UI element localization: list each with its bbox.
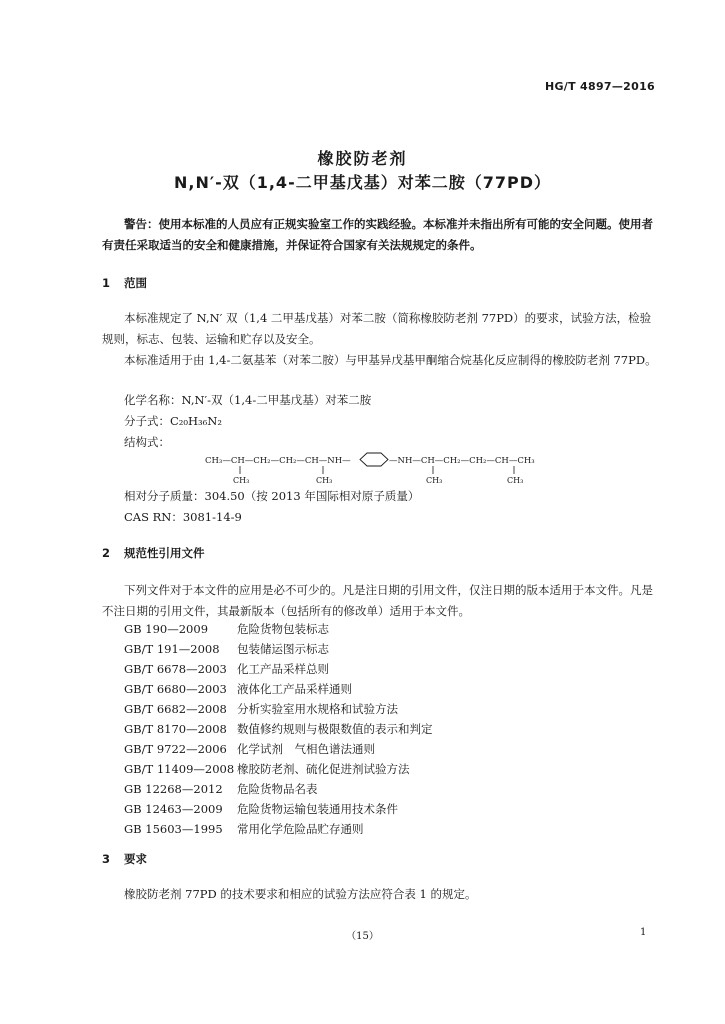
reference-code: GB 12268—2012 [124, 782, 223, 796]
reference-item [124, 801, 398, 817]
reference-item [124, 641, 329, 657]
reference-title: 常用化学危险品贮存通则 [237, 822, 364, 836]
methyl-branch-2: CH₃ [316, 476, 333, 485]
benzene-ring-icon [360, 453, 388, 466]
page-number: 1 [640, 927, 647, 938]
reference-code: GB/T 6678—2003 [124, 662, 227, 676]
methyl-branch-1: CH₃ [233, 476, 250, 485]
reference-title: 液体化工产品采样通则 [237, 682, 352, 696]
reference-item [124, 741, 375, 757]
reference-item [124, 761, 410, 777]
reference-title: 数值修约规则与极限数值的表示和判定 [237, 722, 433, 736]
cas-number: CAS RN：3081-14-9 [124, 510, 242, 524]
reference-code: GB/T 9722—2006 [124, 742, 227, 756]
methyl-branch-4: CH₃ [507, 476, 524, 485]
reference-item [124, 781, 318, 797]
section-title: 要求 [124, 852, 147, 866]
structure-right-chain: —NH—CH—CH₂—CH₂—CH—CH₃ [389, 456, 535, 466]
title-line-2: N,N′-双（1,4-二甲基戊基）对苯二胺（77PD） [174, 173, 551, 192]
references-intro: 下列文件对于本文件的应用是必不可少的。凡是注日期的引用文件，仅注日期的版本适用于本文件。凡是不注日期的引用文件，其最新版本（包括所有的修改单）适用于本文件。 [102, 583, 653, 618]
reference-code: GB/T 8170—2008 [124, 722, 227, 736]
footer-sequence: （15） [346, 931, 379, 942]
title-line-1: 橡胶防老剂 [317, 149, 408, 168]
reference-title: 分析实验室用水规格和试验方法 [237, 702, 398, 716]
reference-title: 危险货物品名表 [237, 782, 318, 796]
reference-item [124, 621, 329, 637]
reference-item [124, 721, 433, 737]
section-2-heading [102, 545, 205, 561]
section-1-heading [102, 275, 147, 291]
reference-title: 危险货物运输包装通用技术条件 [237, 802, 398, 816]
section-title: 范围 [124, 276, 147, 290]
structural-formula [205, 449, 565, 493]
section-number: 1 [102, 276, 111, 290]
section-title: 规范性引用文件 [124, 546, 205, 560]
section-number: 3 [102, 852, 111, 866]
methyl-branch-3: CH₃ [426, 476, 443, 485]
section-number: 2 [102, 546, 111, 560]
reference-code: GB/T 6682—2008 [124, 702, 227, 716]
reference-item [124, 661, 329, 677]
reference-title: 危险货物包装标志 [237, 622, 329, 636]
reference-item [124, 821, 364, 837]
section-3-heading [102, 851, 147, 867]
warning-paragraph: 警告：使用本标准的人员应有正规实验室工作的实践经验。本标准并未指出所有可能的安全问题。使用者有责任采取适当的安全和健康措施，并保证符合国家有关法规规定的条件。 [102, 217, 653, 252]
requirements-paragraph: 橡胶防老剂 77PD 的技术要求和相应的试验方法应符合表 1 的规定。 [124, 887, 477, 901]
reference-title: 化学试剂 气相色谱法通则 [237, 742, 375, 756]
chemical-name: 化学名称：N,N′-双（1,4-二甲基戊基）对苯二胺 [124, 393, 372, 407]
reference-item [124, 701, 398, 717]
structure-left-chain: CH₃—CH—CH₂—CH₂—CH—NH— [205, 456, 351, 466]
molecular-formula: 分子式：C₂₀H₃₆N₂ [124, 414, 222, 428]
standard-code: HG/T 4897—2016 [544, 80, 655, 93]
structure-label: 结构式： [124, 435, 170, 449]
reference-code: GB 190—2009 [124, 622, 209, 636]
reference-title: 包装储运图示标志 [237, 642, 329, 656]
reference-item [124, 681, 352, 697]
reference-title: 橡胶防老剂、硫化促进剂试验方法 [237, 762, 410, 776]
reference-code: GB/T 11409—2008 [124, 762, 235, 776]
reference-code: GB 15603—1995 [124, 822, 223, 836]
reference-title: 化工产品采样总则 [237, 662, 329, 676]
reference-code: GB/T 191—2008 [124, 642, 220, 656]
reference-code: GB/T 6680—2003 [124, 682, 227, 696]
molecular-weight: 相对分子质量：304.50（按 2013 年国际相对原子质量） [124, 489, 420, 503]
reference-code: GB 12463—2009 [124, 802, 223, 816]
scope-paragraph-2: 本标准适用于由 1,4-二氨基苯（对苯二胺）与甲基异戊基甲酮缩合烷基化反应制得的橡胶防老剂 77PD。 [124, 353, 657, 367]
scope-paragraph-1: 本标准规定了 N,N′ 双（1,4 二甲基戊基）对苯二胺（简称橡胶防老剂 77PD）的要求，试验方法，检验规则，标志、包装、运输和贮存以及安全。 [102, 311, 652, 346]
